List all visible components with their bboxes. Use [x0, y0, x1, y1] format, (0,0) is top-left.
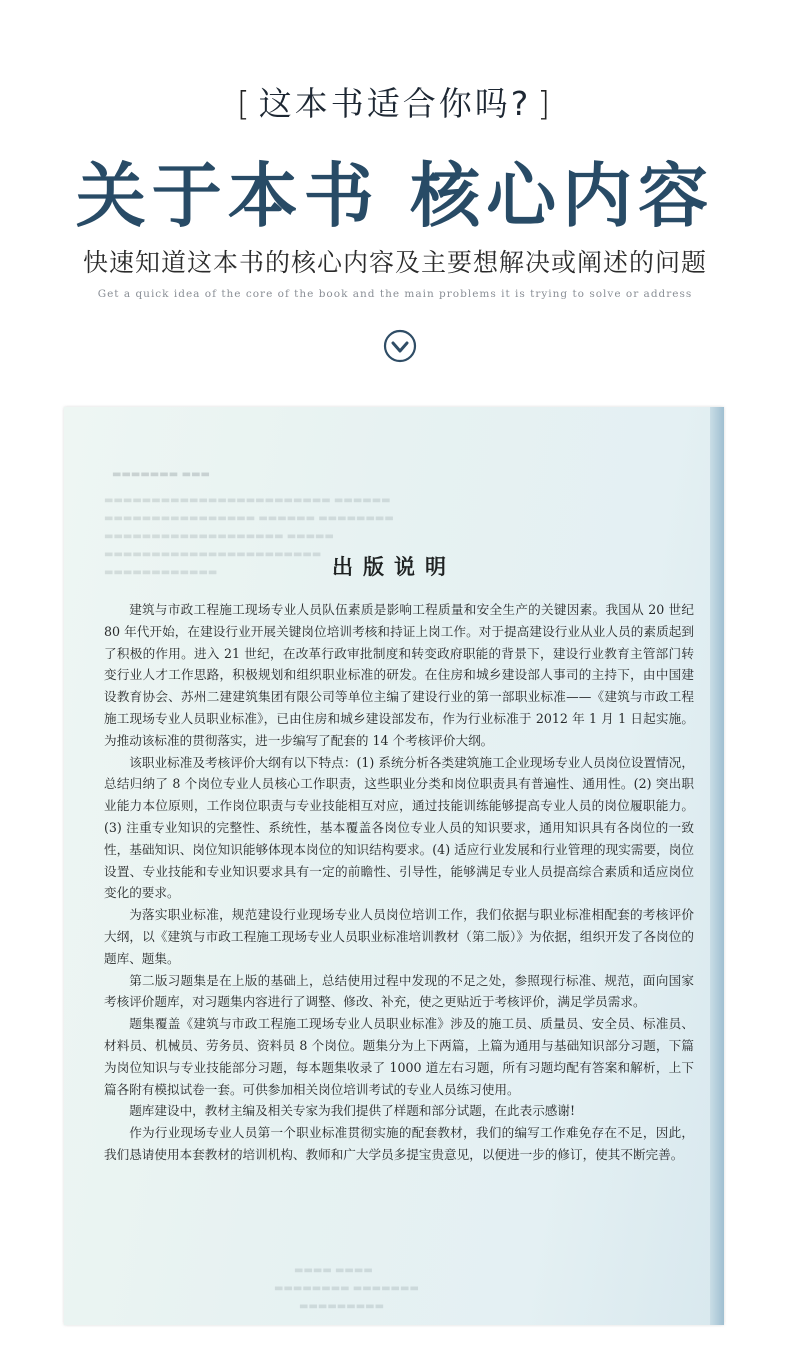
bleed-through-text: ▬▬▬▬▬▬▬▬▬▬▬▬▬▬▬▬ ▬▬▬▬▬▬ ▬▬▬▬▬▬▬▬: [104, 513, 394, 524]
bleed-through-text: ▬▬▬▬▬▬▬▬▬▬▬▬▬▬▬▬▬▬▬▬▬▬▬: [104, 549, 322, 560]
chevron-down-circle-icon[interactable]: [383, 329, 417, 363]
bleed-through-text: ▬▬▬▬▬▬▬▬▬▬▬▬▬▬▬▬▬▬▬▬▬▬▬▬ ▬▬▬▬▬▬: [104, 495, 391, 506]
subtitle-english: Get a quick idea of the core of the book and the main problems it is trying to solve or address: [97, 288, 693, 300]
paragraph: 题集覆盖《建筑与市政工程施工现场专业人员职业标准》涉及的施工员、质量员、安全员、标准员、材料员、机械员、劳务员、资料员 8 个岗位。题集分为上下两篇，上篇为通用与基础知识部分习题，下篇为岗位知识与专业技能部分习题，每本题集收录了 1000 道左右习题，所有习题均配有答案和解析，上下篇各附有模拟试卷一套。可供参加相关岗位培训考试的专业人员练习使用。: [104, 1016, 694, 1097]
paragraph: 建筑与市政工程施工现场专业人员队伍素质是影响工程质量和安全生产的关键因素。我国从 20 世纪 80 年代开始，在建设行业开展关键岗位培训考核和持证上岗工作。对于提高建设行业从业人员的素质起到了积极的作用。进入 21 世纪，在改革行政审批制度和转变政府职能的背景下，建设行业教育主管部门转变行业人才工作思路，积极规划和组织职业标准的研发。在住房和城乡建设部人事司的主持下，由中国建设教育协会、苏州二建建筑集团有限公司等单位主编了建设行业的第一部职业标准——《建筑与市政工程施工现场专业人员职业标准》，已由住房和城乡建设部发布，作为行业标准于 2012 年 1 月 1 日起实施。为推动该标准的贯彻落实，进一步编写了配套的 14 个考核评价大纲。: [104, 602, 694, 748]
header-section: [0, 0, 790, 400]
paragraph: 该职业标准及考核评价大纲有以下特点：(1) 系统分析各类建筑施工企业现场专业人员岗位设置情况，总结归纳了 8 个岗位专业人员核心工作职责，这些职业分类和岗位职责具有普遍性、通用性。(2) 突出职业能力本位原则，工作岗位职责与专业技能相互对应，通过技能训练能够提高专业人员的岗位履职能力。(3) 注重专业知识的完整性、系统性，基本覆盖各岗位专业人员的知识要求，通用知识具有各岗位的一致性，基础知识、岗位知识能够体现本岗位的知识结构要求。(4) 适应行业发展和行业管理的现实需要，岗位设置、专业技能和专业知识要求具有一定的前瞻性、引导性，能够满足专业人员提高综合素质和适应岗位变化的要求。: [104, 754, 694, 901]
question-text: 这本书适合你吗?: [258, 84, 532, 123]
bleed-through-text: ▬▬▬▬▬▬▬▬ ▬▬▬▬▬▬▬: [274, 1283, 419, 1294]
document-title: 出版说明: [332, 554, 456, 579]
book-page-photo: [64, 407, 724, 1325]
paragraph: 题库建设中，教材主编及相关专家为我们提供了样题和部分试题，在此表示感谢!: [129, 1103, 576, 1119]
paragraph: 第二版习题集是在上版的基础上，总结使用过程中发现的不足之处，参照现行标准、规范，面向国家考核评价题库，对习题集内容进行了调整、修改、补充，使之更贴近于考核评价，满足学员需求。: [104, 972, 694, 1010]
right-bracket: ]: [537, 84, 554, 123]
main-title: 关于本书 核心内容: [75, 154, 715, 237]
question-heading: [0, 78, 790, 125]
bleed-through-text: ▬▬▬▬▬▬▬▬▬: [299, 1301, 385, 1312]
page-edge: [710, 407, 724, 1325]
subtitle-chinese: 快速知道这本书的核心内容及主要想解决或阐述的问题: [82, 248, 707, 277]
bleed-through-text: ▬▬▬▬▬▬▬ ▬▬▬: [112, 469, 210, 480]
bleed-through-text: ▬▬▬▬▬▬▬▬▬▬▬▬: [104, 567, 218, 578]
bleed-through-text: ▬▬▬▬ ▬▬▬▬: [294, 1265, 373, 1276]
left-bracket: [: [236, 84, 253, 123]
paragraph: 为落实职业标准，规范建设行业现场专业人员岗位培训工作，我们依据与职业标准相配套的考核评价大纲，以《建筑与市政工程施工现场专业人员职业标准培训教材（第二版）》为依据，组织开发了各岗位的题库、题集。: [104, 907, 694, 966]
bleed-through-text: ▬▬▬▬▬▬▬▬▬▬▬▬▬▬▬▬▬▬▬ ▬▬▬▬▬: [104, 531, 334, 542]
document-body: [104, 599, 694, 1166]
paragraph: 作为行业现场专业人员第一个职业标准贯彻实施的配套教材，我们的编写工作难免存在不足，因此，我们恳请使用本套教材的培训机构、教师和广大学员多提宝贵意见，以便进一步的修订，使其不断完善。: [104, 1125, 694, 1162]
